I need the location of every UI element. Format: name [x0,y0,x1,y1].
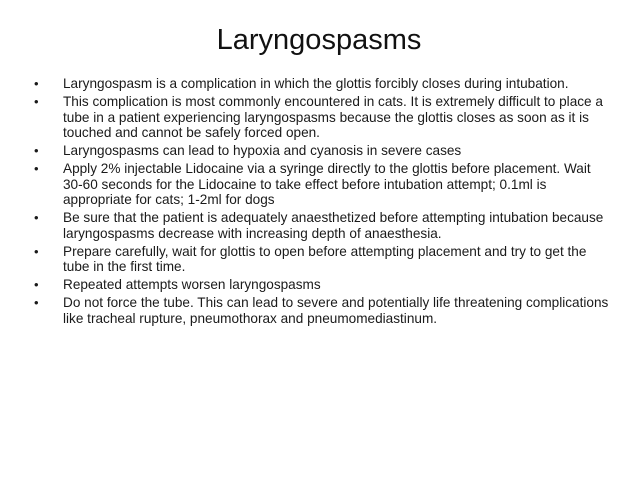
bullet-dot-icon: • [34,277,39,292]
bullet-item [34,76,614,92]
bullet-item [34,244,614,275]
bullet-dot-icon: • [34,295,39,310]
bullet-dot-icon: • [34,210,39,225]
bullet-item [34,161,614,208]
bullet-text: Be sure that the patient is adequately anaesthetized before attempting intubation because laryngospasms decrease with increasing depth of anaesthesia. [63,210,604,241]
bullet-item [34,94,614,141]
bullet-text: Apply 2% injectable Lidocaine via a syringe directly to the glottis before placement. Wait 30-60 seconds for the Lidocaine to take effect before intubation attempt; 0.1ml is appropriate for cats; 1-2ml for dogs [63,161,591,207]
bullet-text: This complication is most commonly encountered in cats. It is extremely difficult to place a tube in a patient experiencing laryngospasms because the glottis closes as soon as it is touched and cannot be safely forced open. [63,94,603,140]
bullet-dot-icon: • [34,143,39,158]
bullet-list [34,76,614,329]
slide-title: Laryngospasms [216,24,422,56]
bullet-text: Laryngospasm is a complication in which the glottis forcibly closes during intubation. [63,76,569,91]
bullet-text: Laryngospasms can lead to hypoxia and cyanosis in severe cases [63,143,462,158]
bullet-item [34,210,614,241]
bullet-text: Repeated attempts worsen laryngospasms [63,277,321,292]
bullet-dot-icon: • [34,76,39,91]
bullet-item [34,295,614,326]
bullet-text: Prepare carefully, wait for glottis to open before attempting placement and try to get the tube in the first time. [63,243,587,274]
bullet-dot-icon: • [34,161,39,176]
bullet-text: Do not force the tube. This can lead to severe and potentially life threatening complications like tracheal rupture, pneumothorax and pneumomediastinum. [63,295,609,326]
bullet-item [34,143,614,159]
bullet-dot-icon: • [34,94,39,109]
bullet-item [34,277,614,293]
bullet-dot-icon: • [34,243,39,259]
